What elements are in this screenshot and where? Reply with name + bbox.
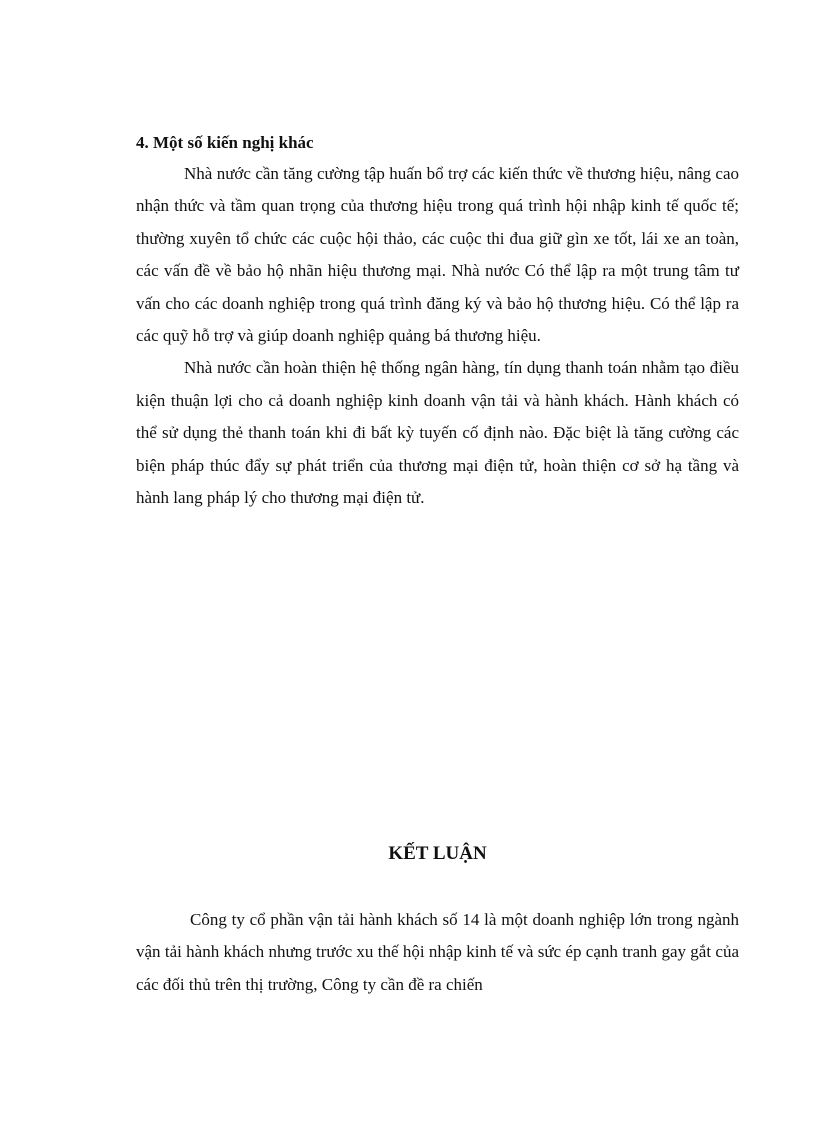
conclusion-section	[136, 904, 739, 1001]
section-heading: 4. Một số kiến nghị khác	[136, 133, 314, 152]
conclusion-paragraph: Công ty cổ phần vận tải hành khách số 14 là một doanh nghiệp lớn trong ngành vận tải hành khách nhưng trước xu thế hội nhập kinh tế và sức ép cạnh tranh gay gắt của các đối thủ trên thị trường, Công ty cần đề ra chiến	[136, 910, 739, 994]
conclusion-title: KẾT LUẬN	[388, 843, 487, 864]
section-4	[136, 130, 739, 514]
body-paragraph: Nhà nước cần hoàn thiện hệ thống ngân hàng, tín dụng thanh toán nhằm tạo điều kiện thuận lợi cho cả doanh nghiệp kinh doanh vận tải và hành khách. Hành khách có thể sử dụng thẻ thanh toán khi đi bất kỳ tuyến cố định nào. Đặc biệt là tăng cường các biện pháp thúc đẩy sự phát triển của thương mại điện tử, hoàn thiện cơ sở hạ tầng và hành lang pháp lý cho thương mại điện tử.	[136, 358, 739, 508]
body-paragraph: Nhà nước cần tăng cường tập huấn bổ trợ các kiến thức về thương hiệu, nâng cao nhận thức và tầm quan trọng của thương hiệu trong quá trình hội nhập kinh tế quốc tế; thường xuyên tổ chức các cuộc hội thảo, các cuộc thi đua giữ gìn xe tốt, lái xe an toàn, các vấn đề về bảo hộ nhãn hiệu thương mại. Nhà nước Có thể lập ra một trung tâm tư vấn cho các doanh nghiệp trong quá trình đăng ký và bảo hộ thương hiệu. Có thể lập ra các quỹ hỗ trợ và giúp doanh nghiệp quảng bá thương hiệu.	[136, 164, 739, 346]
